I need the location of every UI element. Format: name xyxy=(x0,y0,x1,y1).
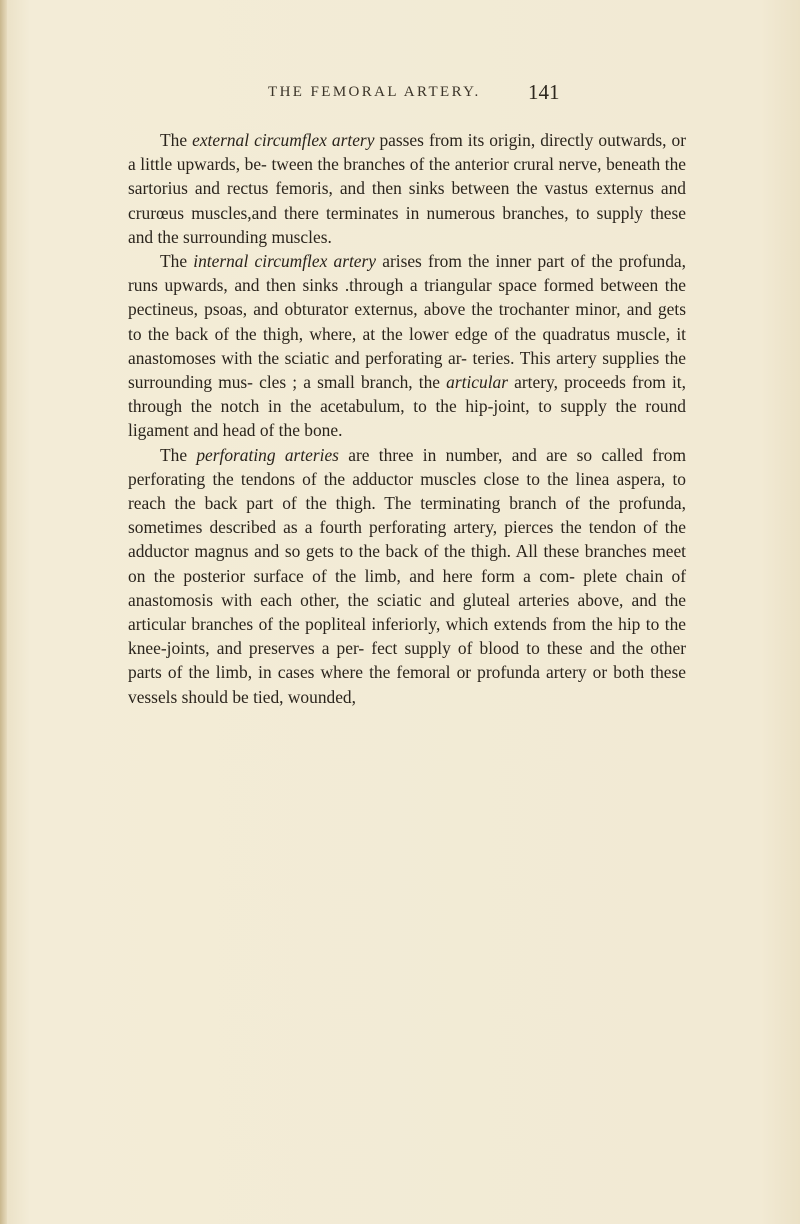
italic-term: internal circumflex artery xyxy=(193,251,377,272)
page-edge-shadow xyxy=(0,0,7,1224)
paragraph-text: are three in number, and are so called from perforating the tendons of the adductor muscles close to the linea aspera, to reach the back part of the thigh. The terminating branch of the profunda, sometimes described as a fourth perforating artery, pierces the tendon of the adductor magnus and so gets to the back of the thigh. All these branches meet on the posterior surface of the limb, and here form a com- plete chain of anastomosis with each other, the sciatic and gluteal arteries above, and the articular branches of the popliteal inferiorly, which extends from the hip to the knee-joints, and preserves a per- fect supply of blood to these and the other parts of the limb, in cases where the femoral or profunda artery or both these vessels should be tied, wounded, xyxy=(128,444,686,707)
body-text xyxy=(128,128,686,709)
paragraph-internal-circumflex xyxy=(128,249,686,443)
paragraph-perforating-arteries xyxy=(128,443,686,709)
paragraph-text: artery, proceeds from it, through the notch in the acetabulum, to the hip-joint, to supply the round ligament and head of the bone. xyxy=(128,372,686,441)
paragraph-lead: The xyxy=(160,444,197,465)
page-number: 141 xyxy=(528,80,560,104)
running-head xyxy=(0,80,800,120)
paragraph-external-circumflex xyxy=(128,128,686,249)
paragraph-text: passes from its origin, directly outwards, or a little upwards, be- tween the branches of the anterior crural nerve, beneath the sartorius and rectus femoris, and then sinks between the vastus externus and crurœus muscles,and there terminates in numerous branches, to supply these and the surrounding muscles. xyxy=(128,130,687,247)
paragraph-lead: The xyxy=(160,130,193,150)
paragraph-text: arises from the inner part of the profunda, runs upwards, and then sinks .through a triangular space formed between the pectineus, psoas, and obturator externus, above the trochanter minor, and gets to the back of the thigh, where, at the lower edge of the quadratus muscle, it anastomoses with the sciatic and perforating ar- teries. This artery supplies the surrounding mus- cles ; a small branch, the xyxy=(128,251,687,393)
italic-term: articular xyxy=(446,372,509,393)
italic-term: external circumflex artery xyxy=(192,130,375,150)
running-title: THE FEMORAL ARTERY. xyxy=(268,84,481,100)
italic-term: perforating arteries xyxy=(196,444,339,465)
paragraph-lead: The xyxy=(160,251,194,272)
